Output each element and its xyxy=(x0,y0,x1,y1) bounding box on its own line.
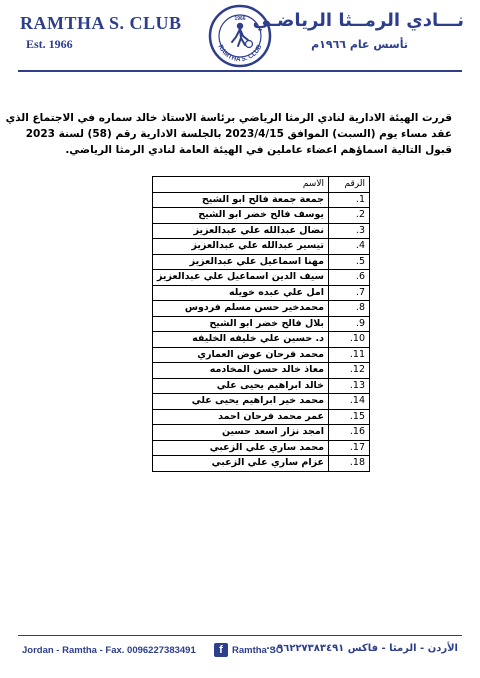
club-name-en: RAMTHA S. CLUB xyxy=(20,13,182,33)
paragraph-line-2: عقد مساء يوم (السبت) الموافق 2023/4/15 بالجلسة الادارية رقم (58) لسنة 2023 xyxy=(25,128,452,140)
paragraph-line-1: قررت الهيئة الادارية لنادي الرمثا الرياضي برئاسة الاستاذ خالد سماره في الاجتماع الذي xyxy=(5,112,452,124)
table-header-row xyxy=(153,177,370,193)
row-number: 8. xyxy=(328,301,369,317)
decision-paragraph xyxy=(5,110,452,158)
footer-divider xyxy=(18,635,462,636)
table-row xyxy=(153,425,370,441)
facebook-icon: f xyxy=(214,643,228,657)
row-number: 11. xyxy=(328,347,369,363)
table-row xyxy=(153,440,370,456)
member-name: معاذ خالد حسن المخادمه xyxy=(153,363,329,379)
row-number: 16. xyxy=(328,425,369,441)
table-row xyxy=(153,270,370,286)
table-row xyxy=(153,394,370,410)
table-row xyxy=(153,363,370,379)
row-number: 9. xyxy=(328,316,369,332)
header-num: الرقم xyxy=(328,177,369,193)
footer-facebook-label: Ramtha SC xyxy=(232,645,283,656)
member-name: يوسف فالح خضر ابو الشيح xyxy=(153,208,329,224)
row-number: 14. xyxy=(328,394,369,410)
row-number: 7. xyxy=(328,285,369,301)
table-row xyxy=(153,208,370,224)
established-ar: تأسس عام ١٩٦٦م xyxy=(311,38,408,51)
member-name: محمد ساري علي الزعبي xyxy=(153,440,329,456)
row-number: 10. xyxy=(328,332,369,348)
row-number: 2. xyxy=(328,208,369,224)
table-row xyxy=(153,301,370,317)
table-row xyxy=(153,347,370,363)
table-row xyxy=(153,239,370,255)
paragraph-line-3: قبول التالية اسماؤهم اعضاء عاملين في الهيئة العامة لنادي الرمثا الرياضي. xyxy=(65,144,452,156)
member-name: محمد خير ابراهيم يحيى علي xyxy=(153,394,329,410)
row-number: 4. xyxy=(328,239,369,255)
members-table xyxy=(152,176,370,472)
header-name: الاسم xyxy=(153,177,329,193)
member-name: خالد ابراهيم يحيى علي xyxy=(153,378,329,394)
footer-contact-en: Jordan - Ramtha - Fax. 0096227383491 xyxy=(22,645,196,656)
club-name-ar: نـــادي الرمــثا الرياضـي xyxy=(252,10,464,31)
logo-year: 1966 xyxy=(234,16,246,22)
row-number: 15. xyxy=(328,409,369,425)
table-row xyxy=(153,285,370,301)
row-number: 17. xyxy=(328,440,369,456)
table-row xyxy=(153,378,370,394)
member-name: امل علي عبده خويله xyxy=(153,285,329,301)
row-number: 12. xyxy=(328,363,369,379)
table-row xyxy=(153,332,370,348)
header-divider xyxy=(18,70,462,72)
member-name: مهنا اسماعيل علي عبدالعزيز xyxy=(153,254,329,270)
table-row xyxy=(153,223,370,239)
row-number: 5. xyxy=(328,254,369,270)
row-number: 18. xyxy=(328,456,369,472)
member-name: عمر محمد فرحان احمد xyxy=(153,409,329,425)
letterhead xyxy=(0,0,480,72)
footer-contact-ar: الأردن - الرمثا - فاكس ٠٠٩٦٢٢٧٣٨٣٤٩١ xyxy=(264,643,458,654)
member-name: امجد نزار اسعد حسين xyxy=(153,425,329,441)
row-number: 6. xyxy=(328,270,369,286)
table-row xyxy=(153,192,370,208)
table-row xyxy=(153,409,370,425)
member-name: محمد فرحان عوض العماري xyxy=(153,347,329,363)
member-name: تيسير عبدالله علي عبدالعزيز xyxy=(153,239,329,255)
table-row xyxy=(153,254,370,270)
member-name: عزام ساري علي الزعبي xyxy=(153,456,329,472)
row-number: 3. xyxy=(328,223,369,239)
table-row xyxy=(153,456,370,472)
member-name: محمدخير حسن مسلم فردوس xyxy=(153,301,329,317)
member-name: بلال فالح خضر ابو الشيح xyxy=(153,316,329,332)
member-name: نضال عبدالله علي عبدالعزيز xyxy=(153,223,329,239)
row-number: 1. xyxy=(328,192,369,208)
member-name: جمعة جمعة فالح ابو الشيح xyxy=(153,192,329,208)
row-number: 13. xyxy=(328,378,369,394)
member-name: سيف الدين اسماعيل علي عبدالعزيز xyxy=(153,270,329,286)
table-row xyxy=(153,316,370,332)
established-en: Est. 1966 xyxy=(26,37,73,51)
member-name: د. حسين علي خليفه الخليفه xyxy=(153,332,329,348)
logo-text: RAMTHA S. CLUB xyxy=(216,43,264,64)
